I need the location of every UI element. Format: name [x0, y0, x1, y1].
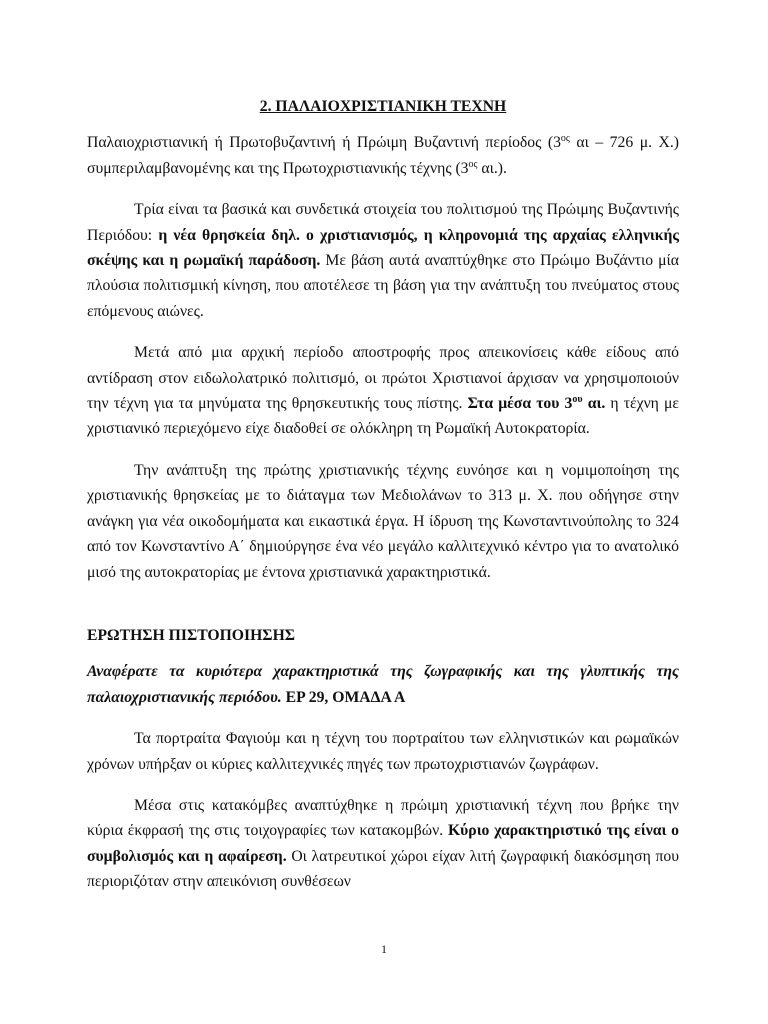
intro-text-a: Παλαιοχριστιανική ή Πρωτοβυζαντινή ή Πρώιμη Βυζαντινή περίοδος (3 [87, 134, 561, 152]
intro-superscript-2: ος [468, 158, 478, 170]
intro-text-c: αι.). [477, 159, 507, 177]
paragraph-2 [87, 340, 679, 442]
paragraph-2-bold-a: Στα μέσα του 3 [467, 395, 573, 413]
intro-superscript-1: ος [560, 133, 570, 145]
paragraph-1 [87, 197, 679, 324]
paragraph-5-text-b: Οι λατρευτικοί χώροι είχαν λιτή ζωγραφική διακόσμηση που περιοριζόταν στην απεικόνιση συνθέσεων [87, 847, 680, 891]
paragraph-3: Την ανάπτυξη της πρώτης χριστιανικής τέχνης ευνόησε και η νομιμοποίηση της χριστιανικής θρησκείας με το διάταγμα των Μεδιολάνων το 313 μ. Χ. που οδήγησε στην ανάγκη για νέα οικοδομήματα και εικαστικά έργα. Η ίδρυση της Κωνσταντινούπολης το 324 από τον Κωνσταντίνο Α΄ δημιούργησε ένα νέο μεγάλο καλλιτεχνικό κέντρο για το ανατολικό μισό της αυτοκρατορίας με έντονα χριστιανικά χαρακτηριστικά. [87, 461, 679, 581]
paragraph-5-text-a: Μέσα στις κατακόμβες αναπτύχθηκε η πρώιμη χριστιανική τέχνη που βρήκε την κύρια έκφρασή της στις τοιχογραφίες των κατακομβών. [87, 796, 679, 840]
paragraph-2-text-b: η τέχνη με χριστιανικό περιεχόμενο είχε διαδοθεί σε ολόκληρη τη Ρωμαϊκή Αυτοκρατορία. [87, 395, 679, 438]
page-title: 2. ΠΑΛΑΙΟΧΡΙΣΤΙΑΝΙΚΗ ΤΕΧΝΗ [259, 98, 507, 115]
paragraph-4: Τα πορτραίτα Φαγιούμ και η τέχνη του πορτραίτου των ελληνιστικών και ρωμαϊκών χρόνων υπήρξαν οι κύριες καλλιτεχνικές πηγές των πρωτοχριστιανών ζωγράφων. [87, 730, 679, 773]
question-paragraph [87, 659, 679, 710]
paragraph-5-bold: Κύριο χαρακτηριστικό της είναι ο συμβολισμός και η αφαίρεση. [87, 822, 680, 865]
paragraph-5 [87, 793, 679, 895]
paragraph-1-text-a: Τρία είναι τα βασικά και συνδετικά στοιχεία του πολιτισμού της Πρώιμης Βυζαντινής Περιόδου: [87, 201, 679, 244]
question-text: Αναφέρατε τα κυριότερα χαρακτηριστικά της ζωγραφικής και της γλυπτικής της παλαιοχριστιανικής περιόδου. [87, 663, 679, 706]
paragraph-1-bold: η νέα θρησκεία δηλ. ο χριστιανισμός, η κληρονομιά της αρχαίας ελληνικής σκέψης και η ρωμαϊκή παράδοση. [87, 226, 679, 270]
intro-text-b: αι – 726 μ. Χ.) συμπεριλαμβανομένης και της Πρωτοχριστιανικής τέχνης (3 [87, 134, 679, 177]
page-number: 1 [381, 942, 387, 956]
paragraph-2-text-a: Μετά από μια αρχική περίοδο αποστροφής προς απεικονίσεις κάθε είδους από αντίδραση στον ειδωλολατρικό πολιτισμό, οι πρώτοι Χριστιανοί άρχισαν να χρησιμοποιούν την τέχνη για τα μηνύματα της θρησκευτικής τους πίστης. [87, 344, 679, 413]
section-heading: ΕΡΩΤΗΣΗ ΠΙΣΤΟΠΟΙΗΣΗΣ [87, 626, 296, 644]
paragraph-2-bold-superscript: ου [572, 393, 583, 405]
question-reference: ΕΡ 29, ΟΜΑΔΑ Α [281, 688, 406, 706]
intro-paragraph [87, 130, 679, 181]
paragraph-1-text-b: Με βάση αυτά αναπτύχθηκε στο Πρώιμο Βυζάντιο μία πλούσια πολιτισμική κίνηση, που αποτέλεσε τη βάση για την ανάπτυξη του πνεύματος στους επόμενους αιώνες. [87, 252, 679, 320]
page-content [87, 94, 679, 911]
paragraph-2-bold-b: αι. [582, 395, 606, 413]
